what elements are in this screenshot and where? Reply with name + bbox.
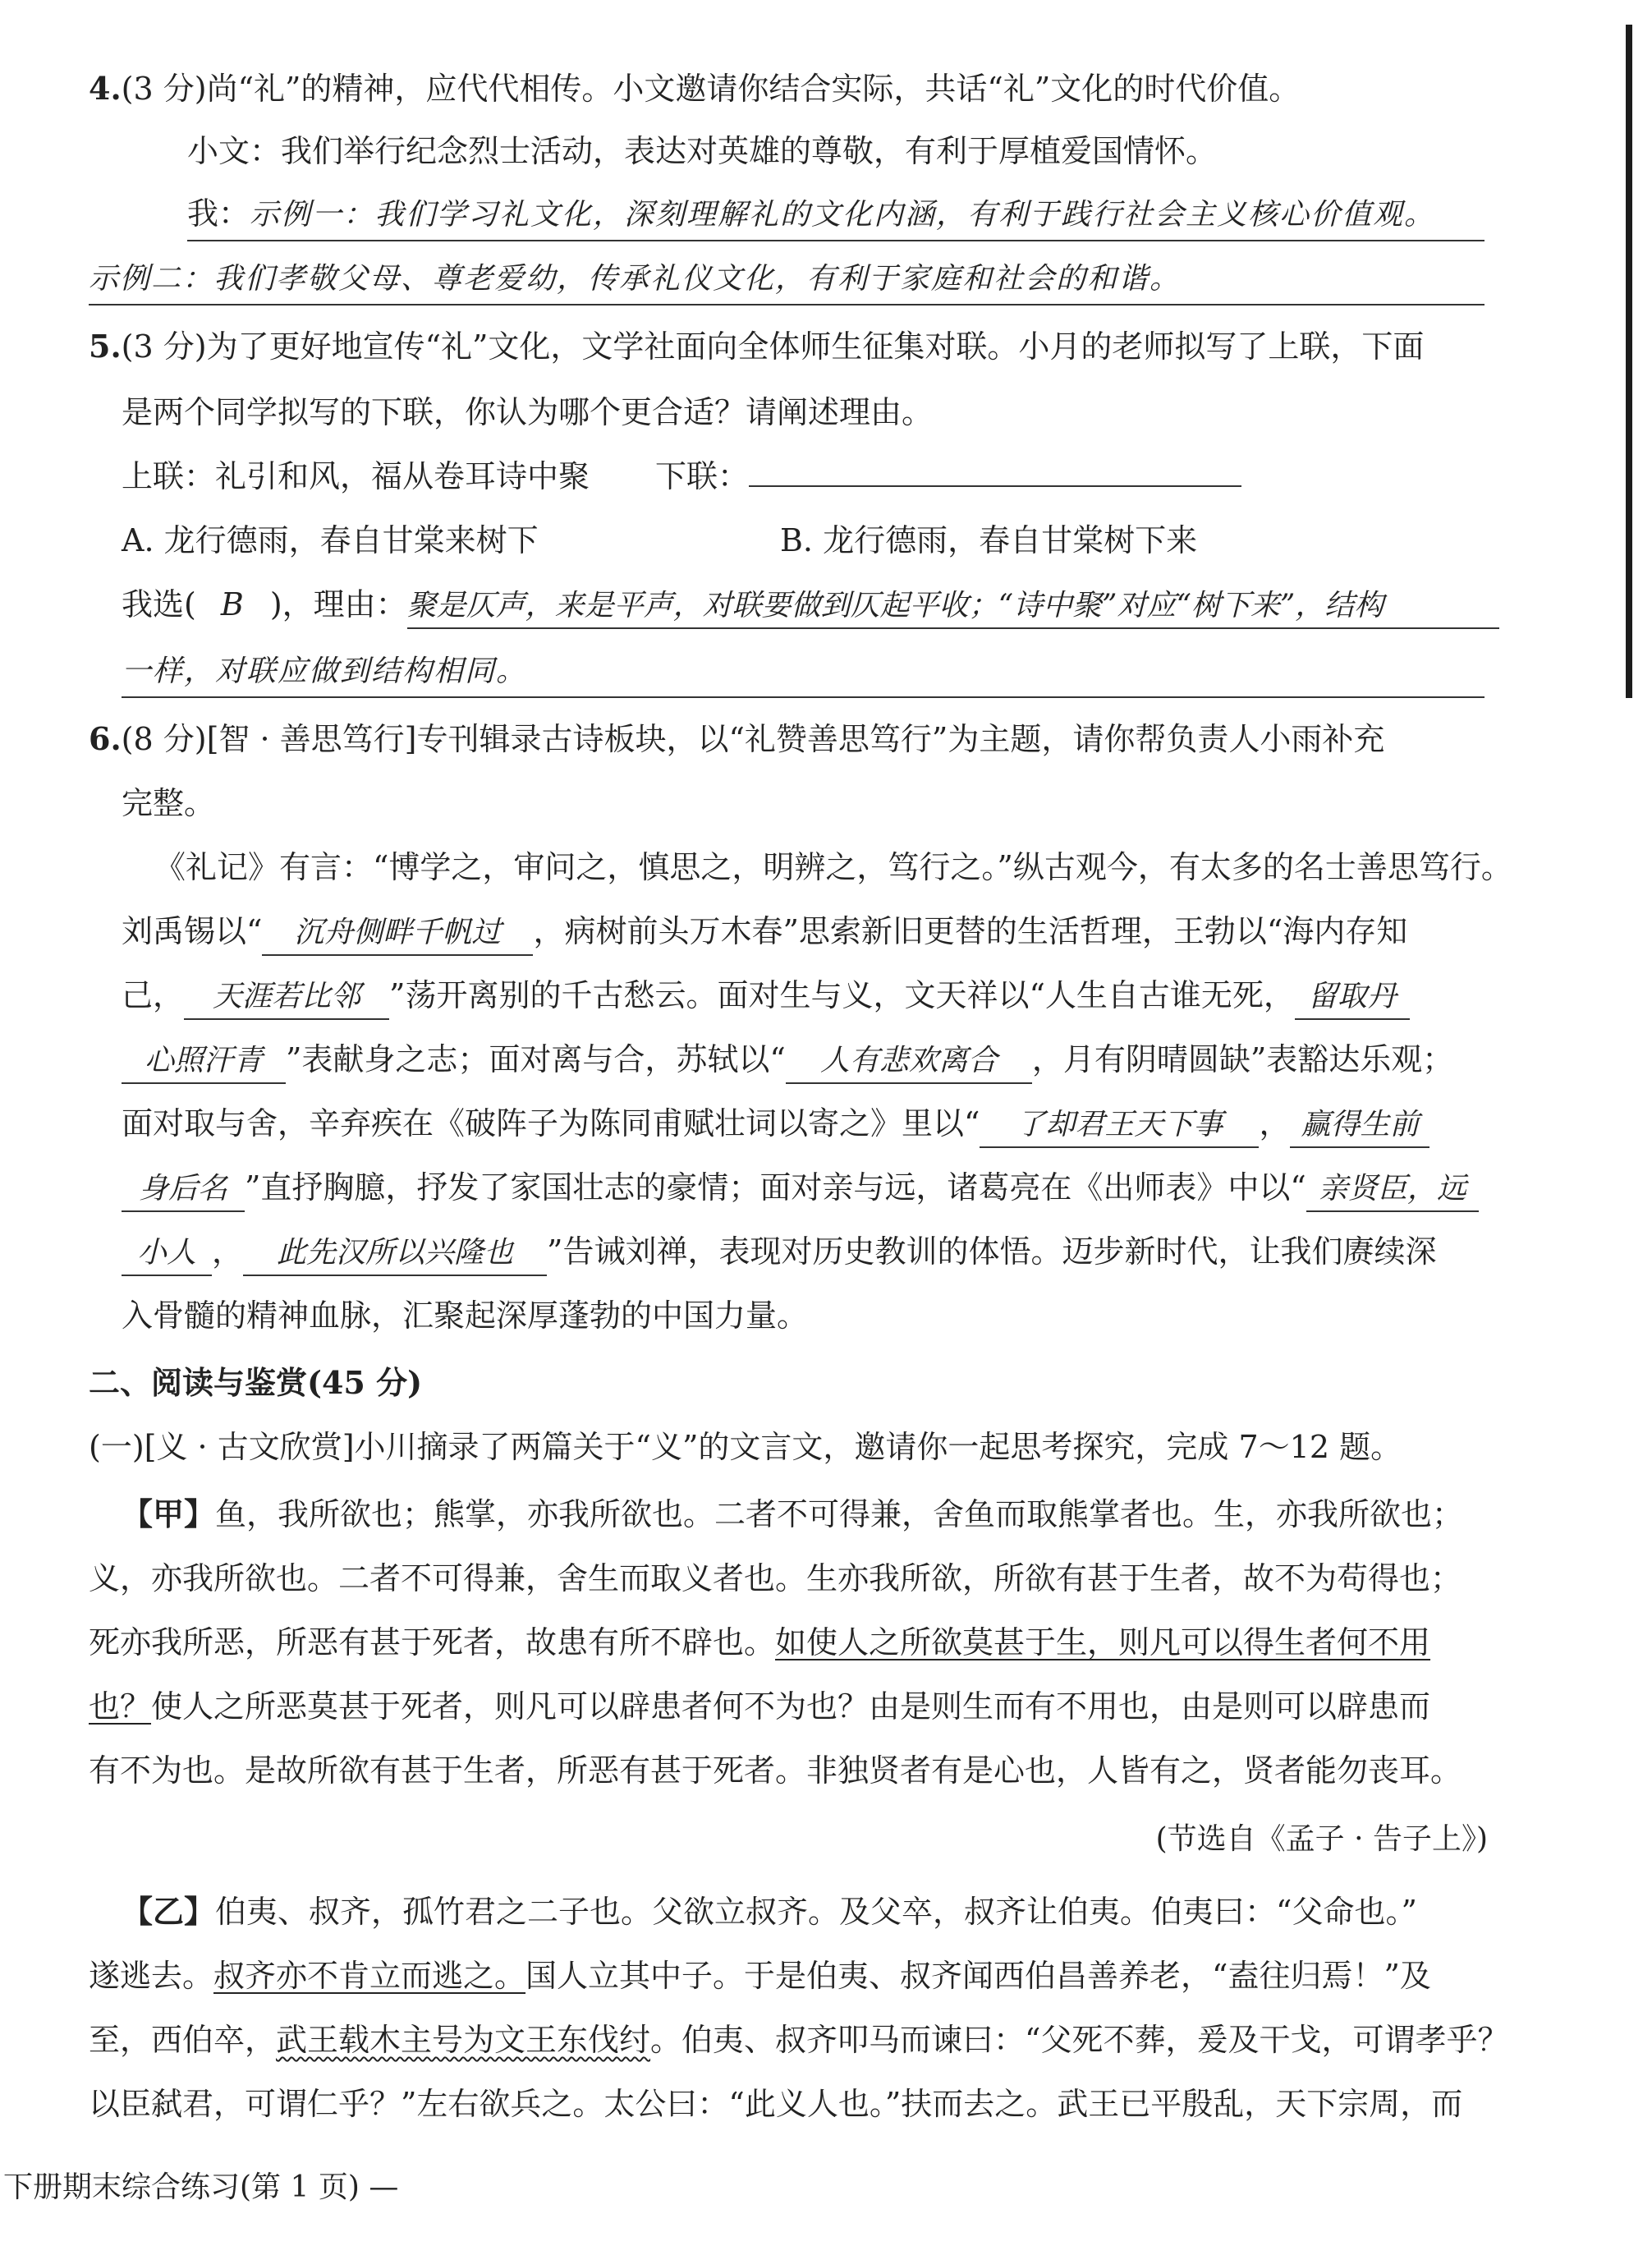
q5-reason-1[interactable]: 聚是仄声，来是平声，对联要做到仄起平收；“诗中聚”对应“树下来”，结构: [407, 585, 1499, 629]
q5-upper-couplet: 上联：礼引和风，福从卷耳诗中聚: [122, 458, 590, 494]
q4-answer-line-1[interactable]: [187, 189, 1485, 241]
section-2-title: 二、阅读与鉴赏(45 分): [89, 1364, 423, 1401]
q6-blank-3b[interactable]: 心照汗青: [122, 1040, 286, 1084]
q5-option-b: B. 龙行德雨，春自甘棠树下来: [780, 522, 1198, 558]
q6-paragraph-2: [122, 907, 1407, 956]
q6-paragraph-6: [122, 1163, 1479, 1212]
q6-paragraph-4: [122, 1035, 1453, 1084]
q6-blank-6b[interactable]: 身后名: [122, 1168, 245, 1212]
yi-line-1: [122, 1887, 1417, 1936]
q6-number: 6.: [89, 720, 122, 757]
yi-text-3a: 至，西伯卒，: [89, 2022, 277, 2058]
yi-text-2b: 国人立其中子。于是伯夷、叔齐闻西伯昌善养老，“盍往归焉！”及: [525, 1958, 1431, 1994]
yi-line-2: [89, 1951, 1431, 2000]
q6-blank-8[interactable]: 此先汉所以兴隆也: [243, 1232, 547, 1276]
q4-me-label: 我：: [187, 195, 250, 232]
q5-lower-label: 下联：: [655, 458, 750, 494]
jia-source: (节选自《孟子 · 告子上》): [1155, 1822, 1488, 1856]
jia-line-1: [122, 1490, 1463, 1539]
q6-blank-1[interactable]: 沉舟侧畔千帆过: [262, 912, 533, 956]
q6-stem-1: [89, 714, 1384, 764]
q6-text-5a: 面对取与舍，辛弃疾在《破阵子为陈同甫赋壮词以寄之》里以“: [122, 1105, 980, 1141]
q6-paragraph-1: 《礼记》有言：“博学之，审问之，慎思之，明辨之，笃行之。”纵古观今，有太多的名士善思笃行。: [154, 849, 1512, 885]
yi-line-3: [89, 2015, 1508, 2065]
q5-choice-answer[interactable]: B: [220, 586, 246, 622]
jia-text-3a: 死亦我所恶，所恶有甚于死者，故患有所不辟也。: [89, 1624, 776, 1660]
q5-reason-2: 一样，对联应做到结构相同。: [122, 655, 528, 688]
section-2-intro: (一)[义 · 古文欣赏]小川摘录了两篇关于“义”的文言文，邀请你一起思考探究，完成 7～12 题。: [89, 1429, 1402, 1465]
page-edge-rule: [1626, 25, 1632, 698]
yi-text-2a: 遂逃去。: [89, 1958, 214, 1994]
q4-number: 4.: [89, 70, 122, 107]
q5-choice-close: )，理由：: [269, 586, 407, 622]
q6-stem-2: 完整。: [122, 785, 216, 821]
q6-stem-text-1: (8 分)[智 · 善思笃行]专刊辑录古诗板块，以“礼赞善思笃行”为主题，请你帮负责人小雨补充: [121, 721, 1385, 757]
q6-blank-7b[interactable]: 小人: [122, 1232, 212, 1276]
yi-text-1: 伯夷、叔齐，孤竹君之二子也。父欲立叔齐。及父卒，叔齐让伯夷。伯夷曰：“父命也。”: [215, 1894, 1417, 1930]
q6-text-4b: ”表献身之志；面对离与合，苏轼以“: [286, 1041, 786, 1077]
q6-text-3b: ”荡开离别的千古愁云。面对生与义，文天祥以“人生自古谁无死，: [389, 977, 1295, 1013]
q5-reason-line-2[interactable]: [122, 645, 1485, 698]
q6-text-5b: ，: [1259, 1105, 1291, 1141]
jia-underlined-sentence-1: 如使人之所欲莫甚于生，则凡可以得生者何不用: [775, 1624, 1431, 1660]
q6-text-2a: 刘禹锡以“: [122, 913, 263, 949]
q5-choice-open: 我选(: [122, 586, 196, 622]
q6-blank-6a[interactable]: 赢得生前: [1290, 1104, 1429, 1148]
yi-text-3b: 。伯夷、叔齐叩马而谏曰：“父死不葬，爰及干戈，可谓孝乎？: [650, 2022, 1509, 2058]
yi-line-4: 以臣弑君，可谓仁乎？”左右欲兵之。太公曰：“此义人也。”扶而去之。武王已平殷乱，天下宗周，而: [89, 2086, 1463, 2122]
q6-text-4c: ，月有阴晴圆缺”表豁达乐观；: [1031, 1041, 1454, 1077]
q6-blank-4[interactable]: 人有悲欢离合: [786, 1040, 1032, 1084]
page-footer: 下册期末综合练习(第 1 页) —: [3, 2170, 399, 2204]
q5-stem-2: 是两个同学拟写的下联，你认为哪个更合适？请阐述理由。: [122, 394, 934, 430]
yi-underlined-sentence: 叔齐亦不肯立而逃之。: [213, 1958, 526, 1994]
q6-text-2b: ，病树前头万木春”思索新旧更替的生活哲理，王勃以“海内存知: [533, 913, 1408, 949]
q4-answer-line-2[interactable]: [89, 253, 1485, 305]
jia-line-5: 有不为也。是故所欲有甚于生者，所恶有甚于死者。非独贤者有是心也，人皆有之，贤者能勿丧耳。: [89, 1752, 1462, 1789]
jia-underlined-sentence-2: 也？: [89, 1688, 152, 1725]
q6-text-6b: ”直抒胸臆，抒发了家国壮志的豪情；面对亲与远，诸葛亮在《出师表》中以“: [245, 1169, 1306, 1206]
q5-stem-1: [89, 322, 1424, 371]
q6-blank-7a[interactable]: 亲贤臣，远: [1306, 1168, 1479, 1212]
jia-text-1: 鱼，我所欲也；熊掌，亦我所欲也。二者不可得兼，舍鱼而取熊掌者也。生，亦我所欲也；: [215, 1496, 1464, 1532]
q5-choice-row: [122, 580, 1499, 629]
q4-stem-text: (3 分)尚“礼”的精神，应代代相传。小文邀请你结合实际，共话“礼”文化的时代价值。: [121, 71, 1301, 107]
jia-line-3: [89, 1618, 1430, 1667]
q6-paragraph-5: [122, 1099, 1429, 1148]
yi-label: 【乙】: [122, 1893, 216, 1930]
q4-xiaowen: 小文：我们举行纪念烈士活动，表达对英雄的尊敬，有利于厚植爱国情怀。: [187, 133, 1218, 169]
q6-blank-3a[interactable]: 留取丹: [1295, 976, 1410, 1020]
jia-line-2: 义，亦我所欲也。二者不可得兼，舍生而取义者也。生亦我所欲，所欲有甚于生者，故不为苟得也；: [89, 1560, 1462, 1596]
jia-line-4: [89, 1682, 1430, 1731]
yi-wavy-sentence: 武王载木主号为文王东伐纣: [276, 2022, 651, 2058]
q4-answer-1: 示例一：我们学习礼文化，深刻理解礼的文化内涵，有利于践行社会主义核心价值观。: [250, 198, 1436, 232]
q6-text-7c: ”告诫刘禅，表现对历史教训的体悟。迈步新时代，让我们赓续深: [547, 1233, 1437, 1270]
jia-label: 【甲】: [122, 1495, 216, 1532]
q4-stem: [89, 64, 1300, 113]
q5-number: 5.: [89, 328, 122, 365]
q6-paragraph-3: [122, 971, 1410, 1020]
q6-blank-5[interactable]: 了却君王天下事: [980, 1104, 1259, 1148]
jia-text-4b: 使人之所恶莫甚于死者，则凡可以辟患者何不为也？由是则生而有不用也，由是则可以辟患而: [151, 1688, 1431, 1725]
q5-stem-text-1: (3 分)为了更好地宣传“礼”文化，文学社面向全体师生征集对联。小月的老师拟写了上联，下面: [121, 328, 1425, 365]
q6-blank-2[interactable]: 天涯若比邻: [184, 976, 389, 1020]
q5-lower-blank[interactable]: [749, 485, 1241, 487]
q5-option-a: A. 龙行德雨，春自甘棠来树下: [122, 522, 539, 558]
q4-answer-2: 示例二：我们孝敬父母、尊老爱幼，传承礼仪文化，有利于家庭和社会的和谐。: [89, 262, 1182, 296]
q6-text-7b: ，: [212, 1233, 244, 1270]
q6-paragraph-8: 入骨髓的精神血脉，汇聚起深厚蓬勃的中国力量。: [122, 1298, 809, 1334]
q6-text-3a: 己，: [122, 977, 185, 1013]
q6-paragraph-7: [122, 1227, 1436, 1276]
q5-couplet-row: [122, 452, 1241, 501]
